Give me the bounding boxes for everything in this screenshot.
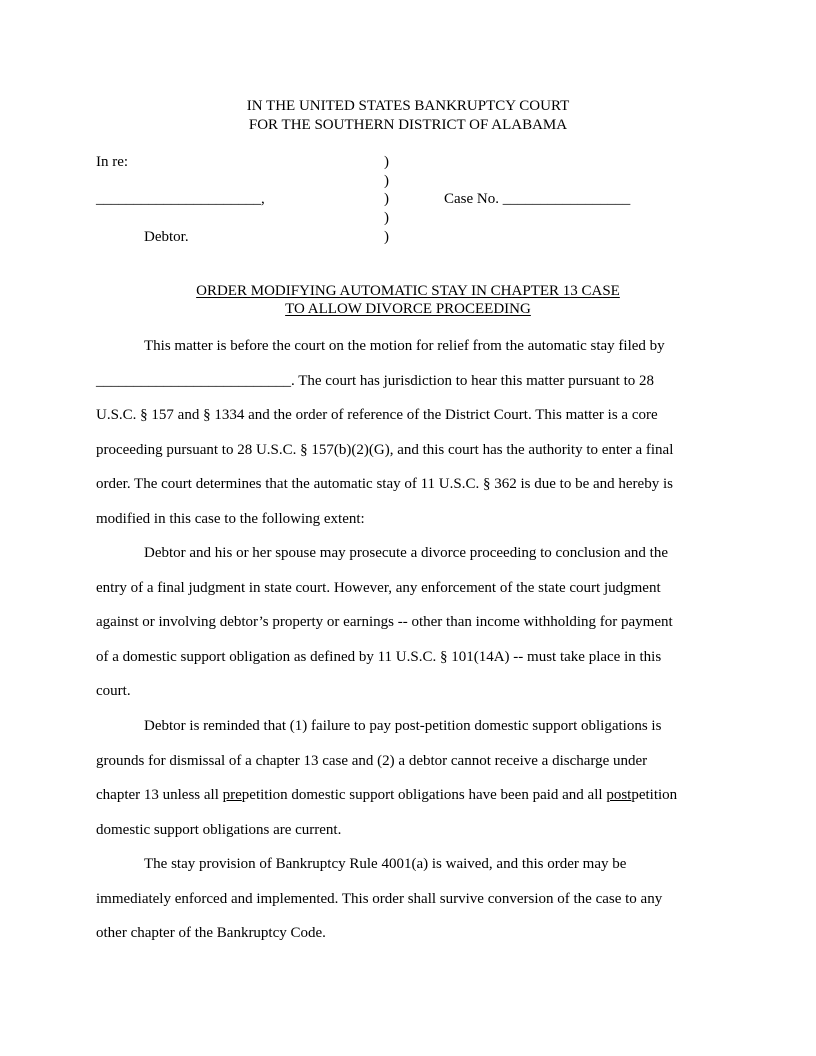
paragraph-line: immediately enforced and implemented. This order shall survive conversion of the case to any (96, 890, 663, 907)
text-run: petition (631, 787, 678, 804)
paragraph-line: __________________________. The court has jurisdiction to hear this matter pursuant to 28 (96, 372, 654, 389)
paragraph-line-mixed (96, 778, 720, 813)
order-title-line1: ORDER MODIFYING AUTOMATIC STAY IN CHAPTER 13 CASE (196, 283, 620, 299)
paragraph-line: of a domestic support obligation as defined by 11 U.S.C. § 101(14A) -- must take place in this (96, 648, 662, 665)
paragraph-line: This matter is before the court on the motion for relief from the automatic stay filed by (144, 338, 665, 354)
case-number-field: Case No. _________________ (444, 191, 631, 207)
paragraph-divorce-proceeding (96, 536, 720, 709)
paragraph-line: modified in this case to the following extent: (96, 510, 365, 527)
court-name-line1: IN THE UNITED STATES BANKRUPTCY COURT (246, 98, 570, 114)
paragraph-line: U.S.C. § 157 and § 1334 and the order of reference of the District Court. This matter is a core (96, 407, 658, 424)
paragraph-line: order. The court determines that the automatic stay of 11 U.S.C. § 362 is due to be and hereby is (96, 476, 673, 493)
paragraph-rule-4001 (96, 847, 720, 951)
paragraph-line: other chapter of the Bankruptcy Code. (96, 925, 326, 942)
paragraph-line: proceeding pursuant to 28 U.S.C. § 157(b)(2)(G), and this court has the authority to enter a final (96, 441, 674, 458)
paragraph-line: against or involving debtor’s property or earnings -- other than income withholding for payment (96, 614, 673, 631)
emphasis-post: post (606, 787, 632, 804)
debtor-name-blank: ______________________, (96, 191, 265, 207)
emphasis-pre: pre (222, 787, 242, 804)
paragraph-jurisdiction (96, 329, 720, 537)
text-run: chapter 13 unless all (96, 787, 223, 804)
debtor-label: Debtor. (144, 229, 189, 245)
paragraph-line: Debtor is reminded that (1) failure to pay post-petition domestic support obligations is (144, 718, 662, 734)
caption-paren-4: ) (384, 210, 389, 226)
paragraph-line: The stay provision of Bankruptcy Rule 4001(a) is waived, and this order may be (144, 856, 627, 872)
paragraph-line: entry of a final judgment in state court. However, any enforcement of the state court judgment (96, 579, 661, 596)
paragraph-line: court. (96, 683, 131, 700)
order-title-line2: TO ALLOW DIVORCE PROCEEDING (285, 301, 531, 317)
paragraph-line: Debtor and his or her spouse may prosecute a divorce proceeding to conclusion and the (144, 545, 669, 561)
text-run: petition domestic support obligations have been paid and all (241, 787, 607, 804)
court-name-line2: FOR THE SOUTHERN DISTRICT OF ALABAMA (248, 117, 568, 133)
paragraph-line: grounds for dismissal of a chapter 13 case and (2) a debtor cannot receive a discharge under (96, 752, 648, 769)
caption-paren-5: ) (384, 229, 389, 245)
in-re-label: In re: (96, 154, 129, 170)
paragraph-domestic-support (96, 709, 720, 847)
paragraph-line: domestic support obligations are current. (96, 821, 342, 838)
caption-paren-3: ) (384, 191, 389, 207)
caption-paren-1: ) (384, 154, 389, 170)
caption-paren-2: ) (384, 173, 389, 189)
